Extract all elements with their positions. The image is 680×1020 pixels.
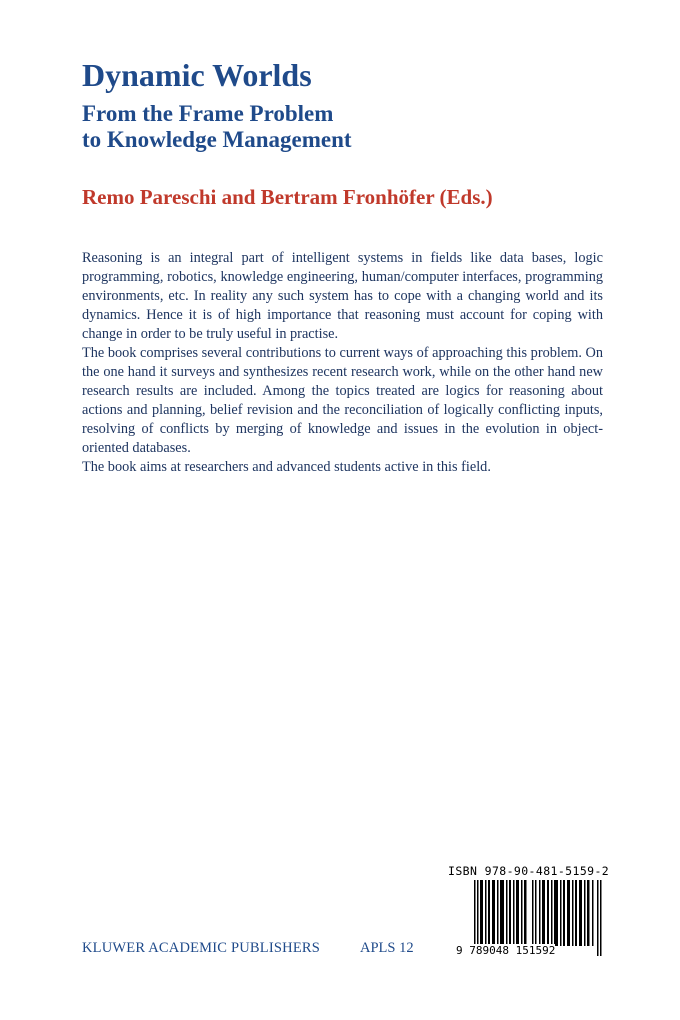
book-authors: Remo Pareschi and Bertram Fronhöfer (Eds.): [82, 185, 493, 209]
barcode-number: 9 789048 151592: [456, 944, 556, 957]
description-paragraph: The book comprises several contributions to current ways of approaching this problem. On the one hand it surveys and synthesizes recent research work, while on the other hand new research results are included. Among the topics treated are logics for reasoning about actions and planning, belief revision and the reconciliation of logically conflicting inputs, resolving of conflicts by merging of knowledge and issues in the evolution in object-oriented databases.: [82, 345, 603, 456]
book-title: Dynamic Worlds: [82, 57, 312, 93]
book-subtitle: [82, 101, 352, 153]
publisher-name: KLUWER ACADEMIC PUBLISHERS: [82, 940, 321, 956]
subtitle-line-2: to Knowledge Management: [82, 127, 352, 152]
book-description: [82, 249, 603, 477]
description-paragraph: The book aims at researchers and advanced students active in this field.: [82, 459, 491, 475]
series-label: APLS 12: [360, 940, 414, 956]
subtitle-line-1: From the Frame Problem: [82, 101, 334, 126]
description-paragraph: Reasoning is an integral part of intelligent systems in fields like data bases, logic programming, robotics, knowledge engineering, human/computer interfaces, programming environments, etc. In reality any such system has to cope with a changing world and its dynamics. Hence it is of high importance that reasoning must account for coping with change in order to be truly useful in practise.: [82, 250, 603, 342]
isbn-label: ISBN 978-90-481-5159-2: [448, 864, 610, 878]
barcode: [456, 880, 604, 960]
